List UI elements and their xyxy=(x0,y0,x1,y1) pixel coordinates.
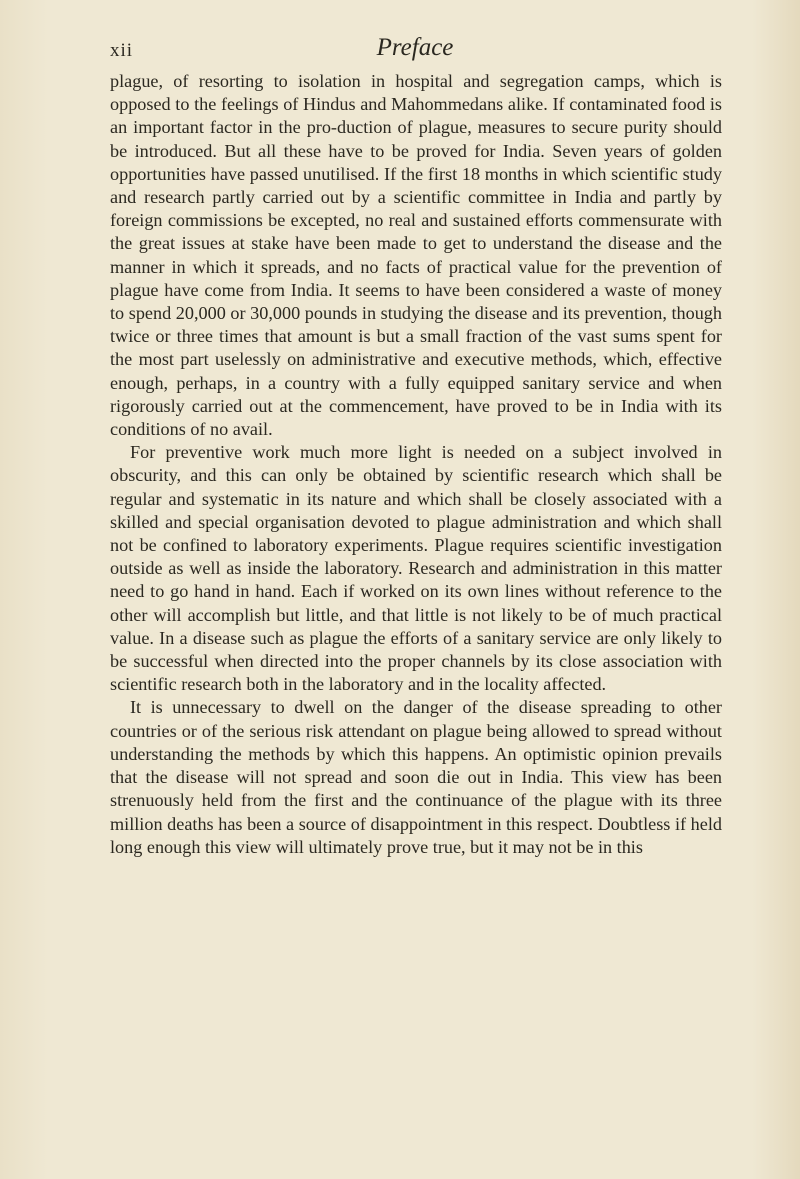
body-text xyxy=(110,70,722,859)
page-number: xii xyxy=(110,40,134,61)
paragraph-3: It is unnecessary to dwell on the danger of the disease spreading to other countries or of the serious risk attendant on plague being allowed to spread without understanding the methods by which this happens. An optimistic opinion prevails that the disease will not spread and soon die out in India. This view has been strenuously held from the first and the continuance of the plague with its three million deaths has been a source of disappointment in this respect. Doubtless if held long enough this view will ultimately prove true, but it may not be in this xyxy=(110,697,722,857)
running-title: Preface xyxy=(376,34,454,61)
paragraph-1: plague, of resorting to isolation in hospital and segregation camps, which is opposed to the feelings of Hindus and Mahommedans alike. If contaminated food is an important factor in the pro-duction of plague, measures to secure purity should be introduced. But all these have to be proved for India. Seven years of golden opportunities have passed unutilised. If the first 18 months in which scientific study and research partly carried out by a scientific committee in India and partly by foreign commissions be excepted, no real and sustained efforts commensurate with the great issues at stake have been made to get to understand the disease and the manner in which it spreads, and no facts of practical value for the prevention of plague have come from India. It seems to have been considered a waste of money to spend 20,000 or 30,000 pounds in studying the disease and its prevention, though twice or three times that amount is but a small fraction of the vast sums spent for the most part uselessly on administrative and executive methods, which, effective enough, perhaps, in a country with a fully equipped sanitary service and when rigorously carried out at the commencement, have proved to be in India with its conditions of no avail. xyxy=(110,71,722,440)
page-header xyxy=(110,34,720,66)
paragraph-2: For preventive work much more light is needed on a subject involved in obscurity, and this can only be obtained by scientific research which shall be regular and systematic in its nature and which shall be closely associated with a skilled and special organisation devoted to plague administration and which shall not be confined to laboratory experiments. Plague requires scientific investigation outside as well as inside the laboratory. Research and administration in this matter need to go hand in hand. Each if worked on its own lines without reference to the other will accomplish but little, and that little is not likely to be of much practical value. In a disease such as plague the efforts of a sanitary service are only likely to be successful when directed into the proper channels by its close association with scientific research both in the laboratory and in the locality affected. xyxy=(110,442,722,695)
